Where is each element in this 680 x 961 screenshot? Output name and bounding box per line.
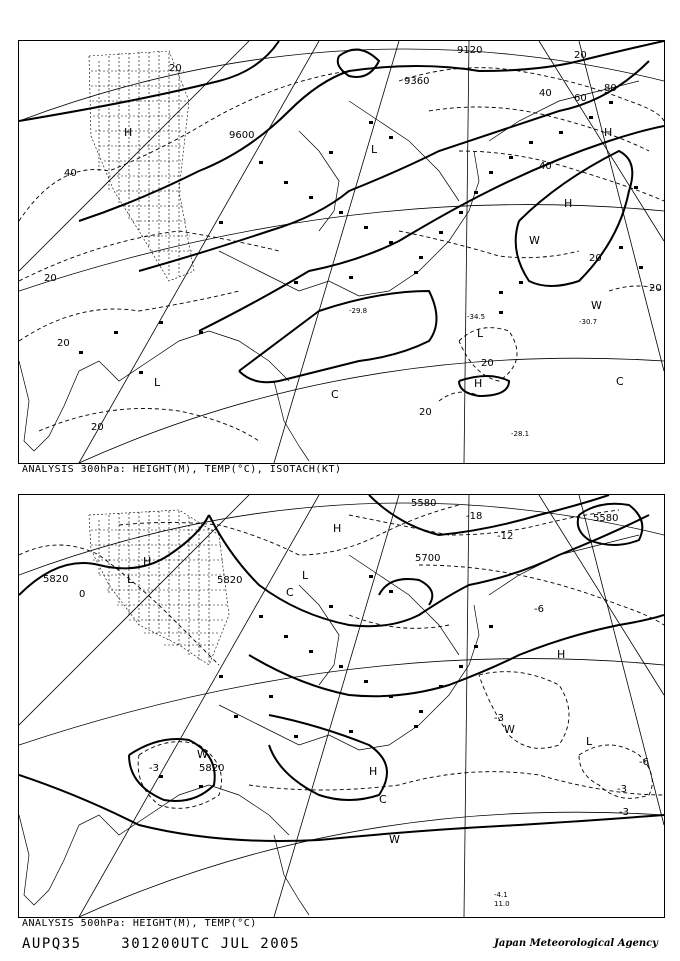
system-marker: L	[371, 143, 378, 156]
system-marker: C	[331, 388, 339, 401]
system-marker: C	[286, 586, 294, 599]
system-marker: L	[127, 573, 134, 586]
isotach-label: 20	[589, 253, 602, 264]
temp-label: -3	[149, 763, 159, 774]
isotach-label: 40	[539, 88, 552, 99]
system-marker: L	[586, 735, 593, 748]
system-marker: W	[529, 234, 540, 247]
height-contours	[19, 41, 664, 396]
chart-300hpa-caption: ANALYSIS 300hPa: HEIGHT(M), TEMP(°C), ISOTACH(KT)	[22, 464, 342, 475]
product-header	[22, 936, 300, 952]
isotach-lines	[19, 68, 664, 441]
system-marker: L	[154, 376, 161, 389]
system-marker: W	[389, 833, 400, 846]
system-marker: W	[504, 723, 515, 736]
lat-lon-grid	[19, 495, 664, 917]
obs-value: -28.1	[511, 430, 530, 438]
station-plots	[79, 101, 643, 374]
isotach-label: 20	[419, 407, 432, 418]
system-marker: H	[369, 765, 378, 778]
system-marker: L	[302, 569, 309, 582]
chart-300hpa	[18, 40, 665, 464]
coastlines	[19, 535, 639, 915]
isotach-label: 20	[44, 273, 57, 284]
temp-label: -6	[639, 757, 649, 768]
height-label: 9120	[457, 45, 483, 56]
isotach-label: 20	[91, 422, 104, 433]
isotach-label: 40	[539, 161, 552, 172]
height-label: 5700	[415, 553, 441, 564]
isotach-label: 20	[57, 338, 70, 349]
height-label: 5820	[199, 763, 225, 774]
height-label: 5820	[217, 575, 243, 586]
system-marker: H	[564, 197, 573, 210]
isotach-label: 40	[64, 168, 77, 179]
system-marker: C	[616, 375, 624, 388]
chart-500hpa-caption: ANALYSIS 500hPa: HEIGHT(M), TEMP(°C)	[22, 918, 257, 929]
product-code: AUPQ35	[22, 936, 82, 952]
system-marker: W	[591, 299, 602, 312]
chart-500hpa	[18, 494, 665, 918]
system-marker: H	[474, 377, 483, 390]
isotach-label: 20	[574, 50, 587, 61]
isotach-label: 60	[574, 93, 587, 104]
system-marker: H	[604, 126, 613, 139]
obs-value: -34.5	[467, 313, 486, 321]
system-marker: L	[477, 327, 484, 340]
system-marker: W	[197, 748, 208, 761]
system-marker: H	[333, 522, 342, 535]
temp-label: -18	[466, 511, 483, 522]
system-marker: H	[143, 555, 152, 568]
temp-label: -3	[619, 807, 629, 818]
isotach-label: 20	[169, 63, 182, 74]
chart-300hpa-graphics	[19, 41, 664, 463]
temp-label: -3	[494, 713, 504, 724]
system-marker: H	[557, 648, 566, 661]
obs-value: 11.0	[494, 900, 510, 908]
obs-value: -29.8	[349, 307, 368, 315]
analysis-datetime: 301200UTC JUL 2005	[121, 936, 301, 952]
isotach-label: 20	[481, 358, 494, 369]
system-marker: H	[124, 126, 133, 139]
height-label: 5580	[411, 498, 437, 509]
system-marker: C	[379, 793, 387, 806]
isotach-label: 80	[604, 83, 617, 94]
temp-label: 0	[79, 589, 86, 600]
agency-credit: Japan Meteorological Agency	[494, 938, 658, 949]
isotherm-lines	[19, 505, 664, 808]
height-label: 9360	[404, 76, 430, 87]
chart-500hpa-graphics	[19, 495, 664, 917]
height-label: 5580	[593, 513, 619, 524]
height-label: 5820	[43, 574, 69, 585]
coastlines	[19, 81, 639, 461]
temp-label: -6	[534, 604, 544, 615]
height-label: 9600	[229, 130, 255, 141]
obs-value: -4.1	[494, 891, 508, 899]
isotach-label: 20	[649, 283, 662, 294]
temp-label: -12	[497, 531, 514, 542]
hatched-region	[89, 510, 229, 665]
temp-label: -3	[617, 784, 627, 795]
obs-value: -30.7	[579, 318, 598, 326]
